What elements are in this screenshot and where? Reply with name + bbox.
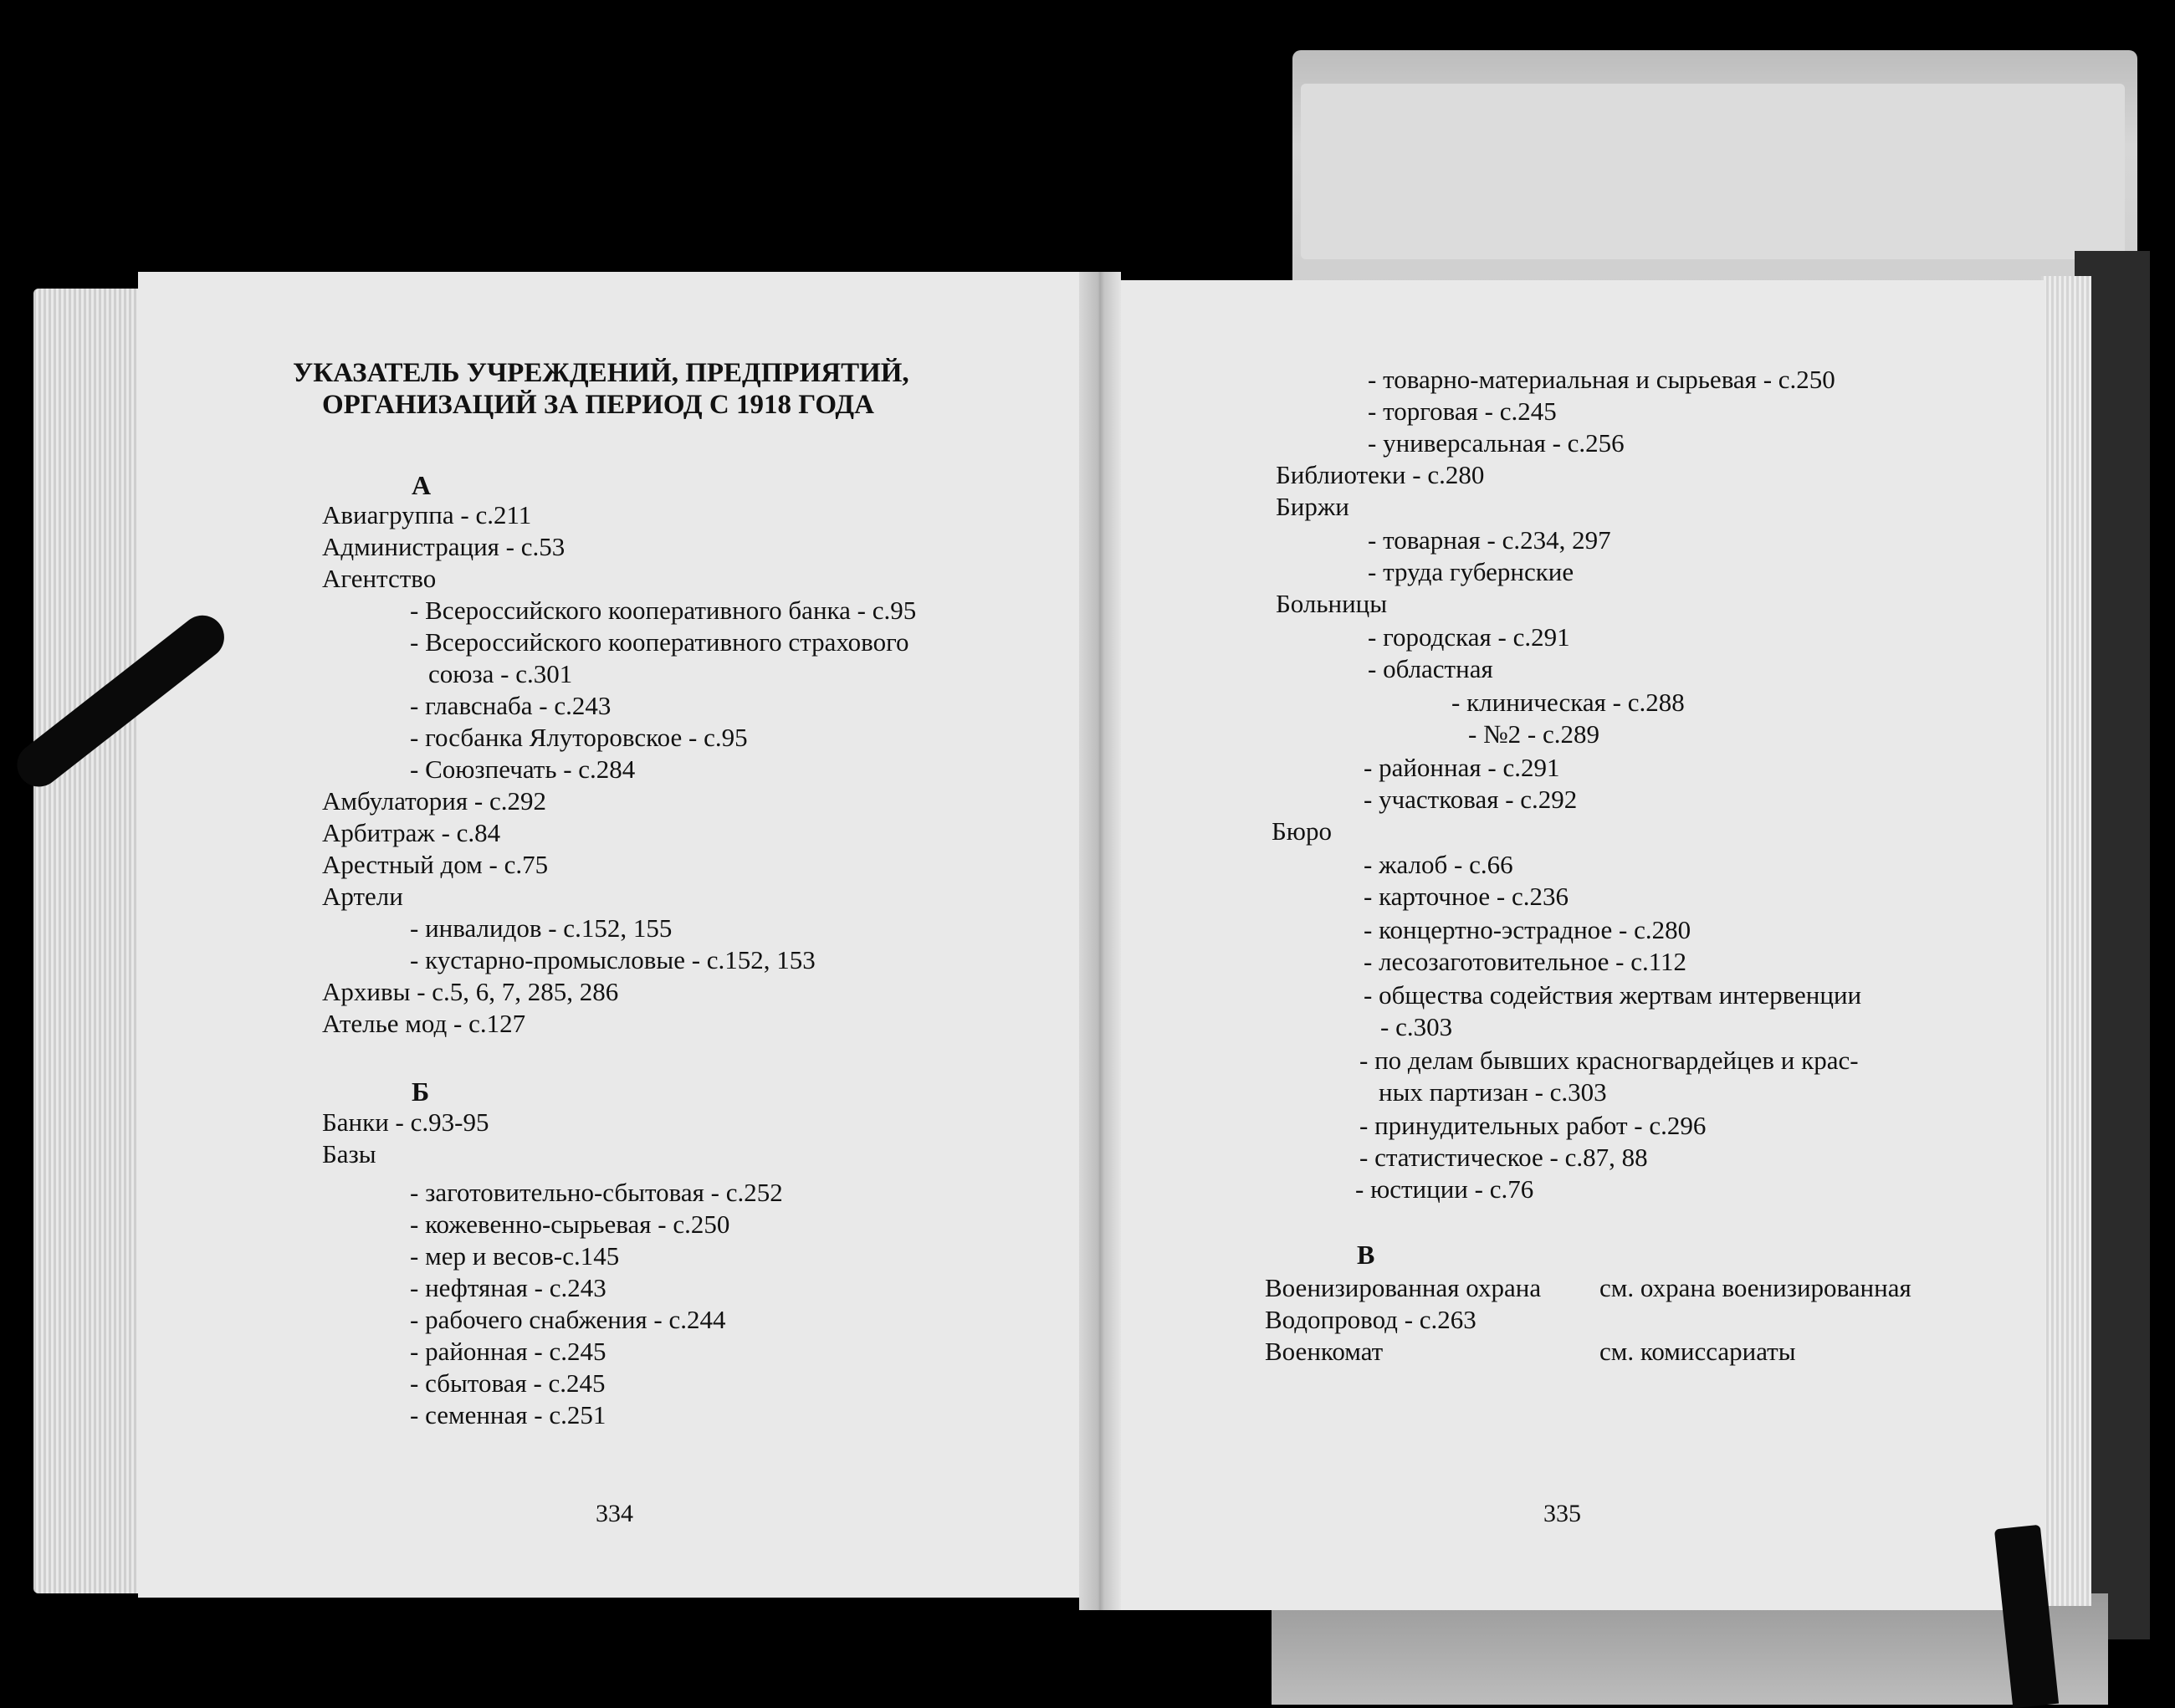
index-subentry: - районная - с.245	[410, 1337, 606, 1366]
index-subentry: - Союзпечать - с.284	[410, 754, 636, 784]
index-entry: Базы	[322, 1139, 376, 1168]
index-subentry: - жалоб - с.66	[1364, 850, 1513, 879]
index-subentry: - торговая - с.245	[1368, 396, 1557, 426]
index-subentry: - юстиции - с.76	[1355, 1174, 1534, 1204]
index-subentry: - универсальная - с.256	[1368, 428, 1625, 458]
index-entry: Бюро	[1272, 816, 1332, 846]
index-subentry: - рабочего снабжения - с.244	[410, 1305, 726, 1334]
index-subentry: - главснаба - с.243	[410, 691, 612, 720]
index-entry: Агентство	[322, 564, 437, 593]
index-subentry: - семенная - с.251	[410, 1400, 606, 1429]
index-subentry: - городская - с.291	[1368, 622, 1570, 652]
index-subentry: - товарно-материальная и сырьевая - с.250	[1368, 365, 1835, 394]
index-entry-see-reference: см. охрана военизированная	[1599, 1273, 1911, 1302]
index-entry: Библиотеки - с.280	[1276, 460, 1485, 489]
index-entry: Администрация - с.53	[322, 532, 566, 561]
index-subentry: - карточное - с.236	[1364, 882, 1569, 911]
index-entry: Ателье мод - с.127	[322, 1009, 526, 1038]
index-entry: Архивы - с.5, 6, 7, 285, 286	[322, 977, 619, 1006]
index-subentry: - областная	[1368, 654, 1493, 683]
index-entry: Банки - с.93-95	[322, 1107, 489, 1137]
page-edges-left	[33, 289, 142, 1593]
index-subentry: - товарная - с.234, 297	[1368, 525, 1611, 555]
index-title-line-1: УКАЗАТЕЛЬ УЧРЕЖДЕНИЙ, ПРЕДПРИЯТИЙ,	[293, 358, 909, 388]
page-number-left: 334	[596, 1500, 633, 1527]
index-entry-see-reference: см. комиссариаты	[1599, 1337, 1796, 1366]
index-subentry: - мер и весов-с.145	[410, 1241, 620, 1271]
index-subentry: - Всероссийского кооперативного банка - с.95	[410, 596, 917, 625]
index-entry: Артели	[322, 882, 403, 911]
index-subentry: - труда губернские	[1368, 557, 1574, 586]
index-subsubentry: - №2 - с.289	[1468, 719, 1599, 749]
index-subentry: - кустарно-промысловые - с.152, 153	[410, 945, 816, 974]
index-subentry: - по делам бывших красногвардейцев и крас-	[1359, 1046, 1859, 1075]
section-letter-a: А	[412, 470, 432, 500]
index-subentry: - заготовительно-сбытовая - с.252	[410, 1178, 783, 1207]
index-subentry: - концертно-эстрадное - с.280	[1364, 915, 1691, 944]
index-entry: Арбитраж - с.84	[322, 818, 501, 847]
right-page	[1100, 280, 2045, 1610]
index-subentry: - нефтяная - с.243	[410, 1273, 606, 1302]
index-entry: Авиагруппа - с.211	[322, 500, 532, 529]
index-subentry: - лесозаготовительное - с.112	[1364, 947, 1687, 976]
index-entry-term: Военизированная охрана	[1265, 1273, 1542, 1302]
index-subentry: - районная - с.291	[1364, 753, 1560, 782]
index-subentry: - госбанка Ялуторовское - с.95	[410, 723, 748, 752]
index-entry: Больницы	[1276, 589, 1388, 618]
index-subentry: - кожевенно-сырьевая - с.250	[410, 1209, 730, 1239]
index-title-line-2: ОРГАНИЗАЦИЙ ЗА ПЕРИОД С 1918 ГОДА	[322, 390, 874, 420]
section-letter-v: В	[1357, 1240, 1375, 1270]
index-subentry: - статистическое - с.87, 88	[1359, 1143, 1648, 1172]
index-entry-term: Военкомат	[1265, 1337, 1384, 1366]
index-entry: Амбулатория - с.292	[322, 786, 546, 816]
index-subentry: - принудительных работ - с.296	[1359, 1111, 1707, 1140]
index-subsubentry: - клиническая - с.288	[1451, 688, 1685, 717]
index-subentry: - инвалидов - с.152, 155	[410, 913, 673, 943]
index-entry: Арестный дом - с.75	[322, 850, 549, 879]
index-entry-term: Водопровод - с.263	[1265, 1305, 1476, 1334]
index-entry: Биржи	[1276, 492, 1349, 521]
page-edges-right	[2041, 276, 2091, 1606]
index-subentry: - сбытовая - с.245	[410, 1368, 606, 1398]
index-subentry: - участковая - с.292	[1364, 785, 1578, 814]
section-letter-b: Б	[412, 1076, 430, 1107]
foam-board-top	[1301, 84, 2125, 259]
index-subentry-continuation: ных партизан - с.303	[1379, 1077, 1607, 1107]
index-subentry-continuation: союза - с.301	[428, 659, 573, 688]
index-subentry: - Всероссийского кооперативного страхового	[410, 627, 909, 657]
index-subentry: - общества содействия жертвам интервенции	[1364, 980, 1862, 1010]
index-subentry-continuation: - с.303	[1380, 1012, 1453, 1041]
book-gutter	[1079, 272, 1121, 1610]
page-number-right: 335	[1543, 1500, 1581, 1527]
